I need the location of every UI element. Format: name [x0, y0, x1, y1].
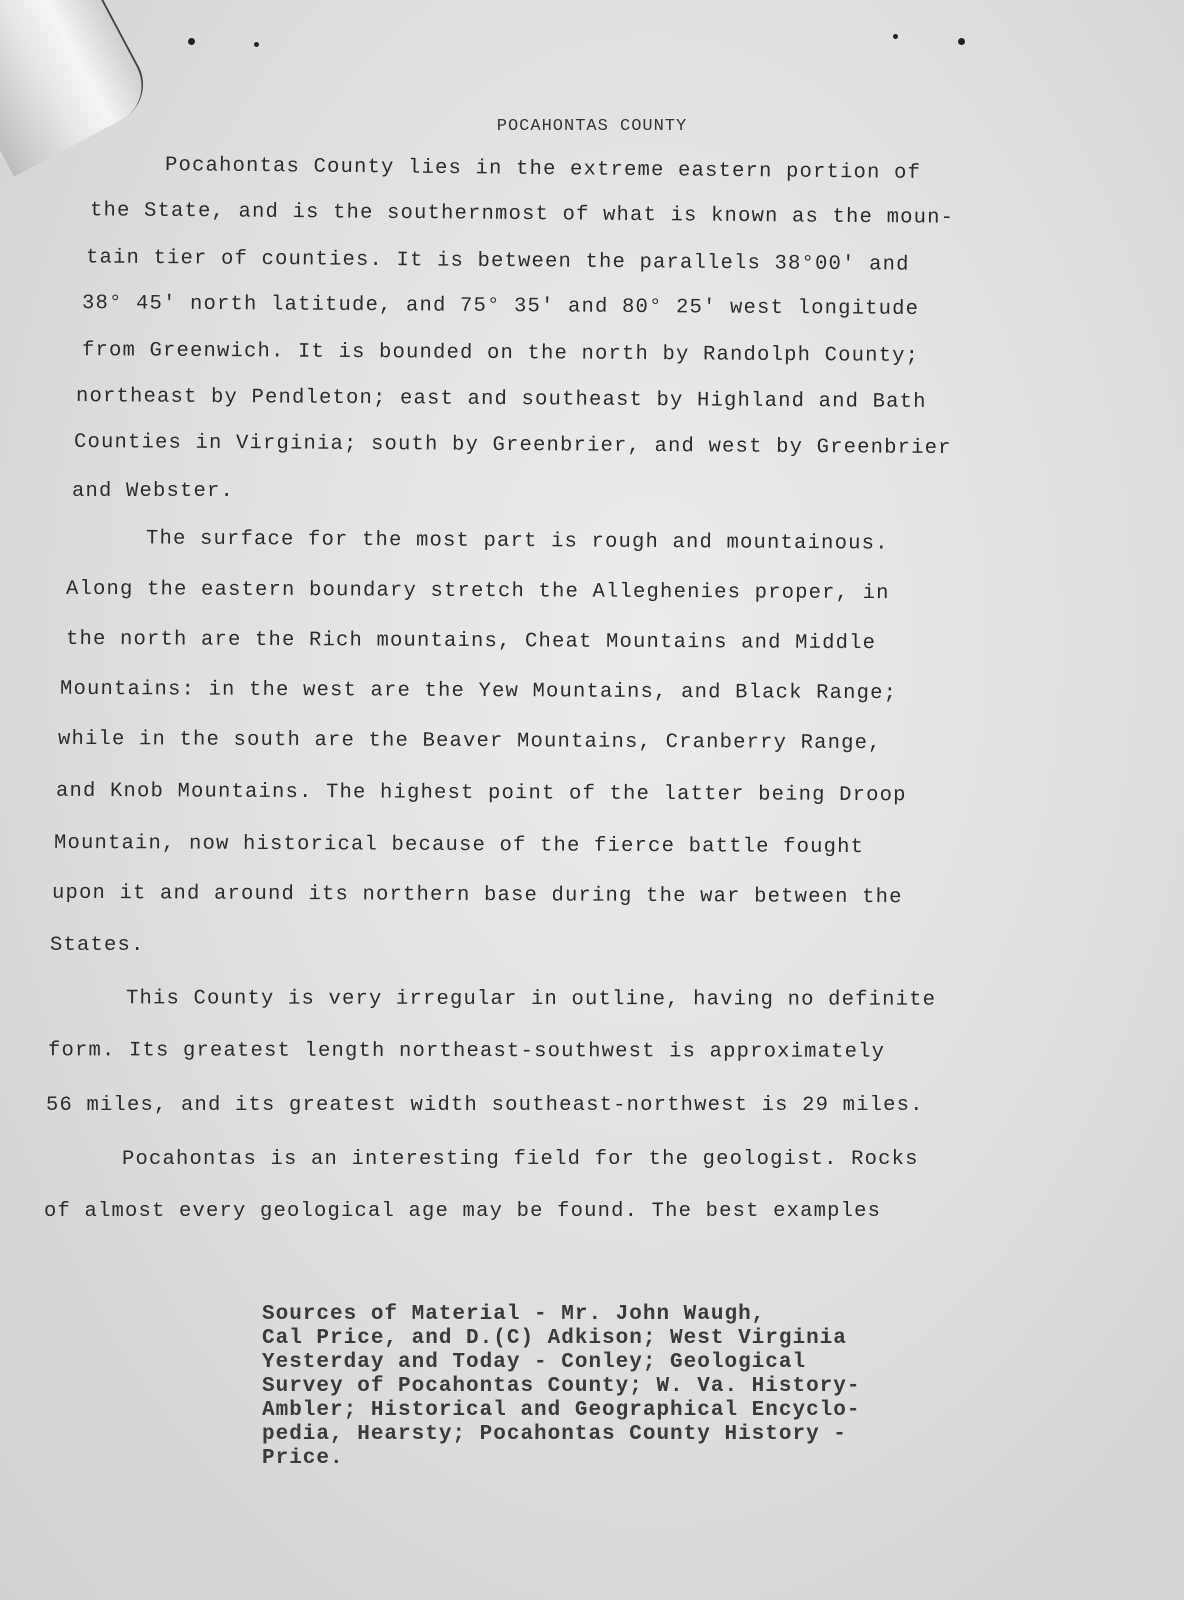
paragraph-line: States.	[50, 934, 145, 957]
paragraph-line: and Webster.	[72, 480, 235, 503]
paragraph-line: Pocahontas is an interesting field for the geologist. Rocks	[122, 1148, 919, 1171]
paragraph-line: northeast by Pendleton; east and southeast by Highland and Bath	[75, 385, 927, 414]
paragraph-line: 38° 45' north latitude, and 75° 35' and 80° 25' west longitude	[81, 292, 920, 321]
sources-line: Ambler; Historical and Geographical Encyclo-	[262, 1399, 861, 1422]
paragraph-line: form. Its greatest length northeast-southwest is approximately	[47, 1039, 886, 1064]
paragraph-line: Mountains: in the west are the Yew Mountains, and Black Range;	[59, 677, 898, 706]
sources-line: Yesterday and Today - Conley; Geological	[262, 1351, 807, 1374]
paragraph-line: from Greenwich. It is bounded on the north by Randolph County;	[81, 339, 920, 368]
page-title: POCAHONTAS COUNTY	[496, 117, 688, 136]
paragraph-line: Pocahontas County lies in the extreme eastern portion of	[164, 154, 922, 185]
paragraph-line: Counties in Virginia; south by Greenbrier, and west by Greenbrier	[73, 430, 952, 461]
paragraph-line: tain tier of counties. It is between the parallels 38°00' and	[85, 246, 910, 277]
sources-line: Price.	[262, 1447, 344, 1470]
paragraph-line: upon it and around its northern base during the war between the	[51, 881, 903, 910]
paragraph-line: The surface for the most part is rough and mountainous.	[145, 527, 889, 556]
sources-line: Cal Price, and D.(C) Adkison; West Virginia	[262, 1327, 847, 1350]
paragraph-line: Mountain, now historical because of the fierce battle fought	[53, 831, 865, 860]
sources-line: pedia, Hearsty; Pocahontas County History -	[262, 1423, 847, 1446]
paragraph-line: 56 miles, and its greatest width southeast-northwest is 29 miles.	[46, 1094, 924, 1117]
paragraph-line: and Knob Mountains. The highest point of the latter being Droop	[55, 779, 907, 808]
sources-line: Survey of Pocahontas County; W. Va. History-	[262, 1375, 861, 1398]
paragraph-line: This County is very irregular in outline, having no definite	[125, 987, 937, 1012]
sources-line: Sources of Material - Mr. John Waugh,	[262, 1303, 766, 1326]
paragraph-line: while in the south are the Beaver Mountains, Cranberry Range,	[57, 727, 882, 756]
paragraph-line: of almost every geological age may be found. The best examples	[44, 1200, 882, 1223]
sources-note	[262, 1303, 982, 1471]
paragraph-line: the north are the Rich mountains, Cheat Mountains and Middle	[65, 627, 877, 656]
paragraph-line: the State, and is the southernmost of what is known as the moun-	[89, 199, 955, 230]
paragraph-line: Along the eastern boundary stretch the Alleghenies proper, in	[65, 577, 890, 606]
